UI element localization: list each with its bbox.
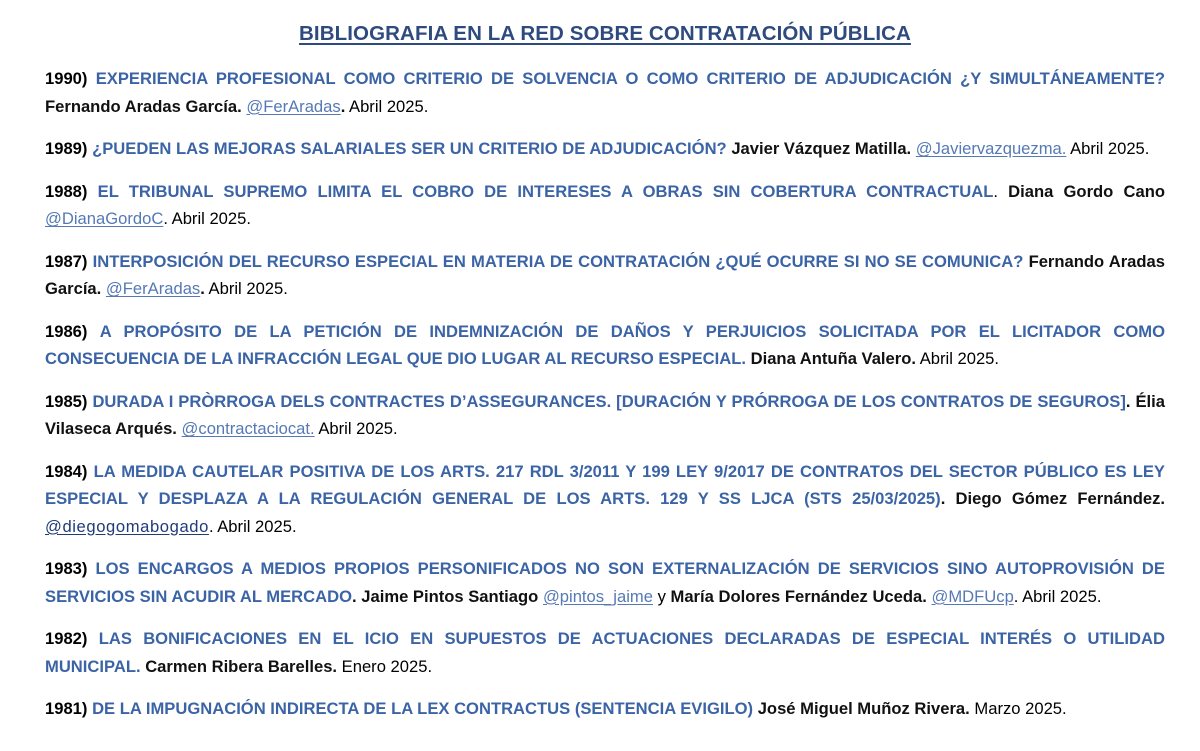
entry-number: 1985) [45,391,88,411]
list-item [45,388,1165,443]
list-item [45,555,1165,610]
list-item [45,318,1165,373]
entry-author: Diana Antuña Valero. [750,349,916,368]
author-handle-link[interactable]: @Javiervazquezma. [915,139,1067,158]
entry-date: Abril 2025. [318,419,398,438]
entry-separator: . [200,279,205,298]
entry-author: José Miguel Muñoz Rivera. [757,699,970,718]
entry-title-link[interactable]: EL TRIBUNAL SUPREMO LIMITA EL COBRO DE INTERESES A OBRAS SIN COBERTURA CONTRACTUAL [97,181,994,201]
entry-separator: . [163,209,168,228]
entry-number: 1986) [45,321,88,341]
entry-date: Abril 2025. [349,96,429,116]
entry-title-link[interactable]: ¿PUEDEN LAS MEJORAS SALARIALES SER UN CRITERIO DE ADJUDICACIÓN? [92,139,727,158]
author-handle-link[interactable]: @diegogomabogado [45,516,209,536]
author-handle-link[interactable]: @pintos_jaime [542,586,653,606]
entry-title-link[interactable]: DURADA I PRÒRROGA DELS CONTRACTES D’ASSEGURANCES. [DURACIÓN Y PRÓRROGA DE LOS CONTRATOS DE SEGUROS] [92,391,1126,411]
entry-number: 1981) [45,699,88,718]
entry-date: Abril 2025. [1070,139,1150,158]
list-item [45,458,1165,541]
entry-title-link[interactable]: LOS ENCARGOS A MEDIOS PROPIOS PERSONIFICADOS NO SON EXTERNALIZACIÓN DE SERVICIOS SINO AUTOPROVISIÓN DE SERVICIOS SIN ACUDIR AL MERCADO [45,559,1165,606]
list-item [45,178,1165,233]
entry-separator: . [340,96,346,116]
entry-number: 1987) [45,251,88,271]
entry-author: . Diego Gómez Fernández. [940,489,1165,508]
entry-date: Abril 2025. [171,209,251,228]
list-item [45,695,1165,723]
author-handle-link[interactable]: @FerAradas [105,279,201,298]
conjunction-text: y [657,586,666,606]
entry-number: 1989) [45,139,88,158]
entry-title-link[interactable]: INTERPOSICIÓN DEL RECURSO ESPECIAL EN MATERIA DE CONTRATACIÓN ¿QUÉ OCURRE SI NO SE COMUNICA? [92,251,1024,271]
entry-author: María Dolores Fernández Uceda. [670,586,927,606]
entry-author: Diana Gordo Cano [1008,181,1165,201]
entry-number: 1990) [45,69,88,88]
entry-date: Marzo 2025. [974,699,1067,718]
author-handle-link[interactable]: @contractaciocat. [181,419,315,438]
entry-title-link[interactable]: LA MEDIDA CAUTELAR POSITIVA DE LOS ARTS. 217 RDL 3/2011 Y 199 LEY 9/2017 DE CONTRATOS DEL SECTOR PÚBLICO ES LEY ESPECIAL Y DESPLAZA A LA REGULACIÓN GENERAL DE LOS ARTS. 129 Y SS LJCA (STS 25/03/2025) [45,461,1165,508]
entry-date: Abril 2025. [919,349,1000,368]
entry-title-link[interactable]: LAS BONIFICACIONES EN EL ICIO EN SUPUESTOS DE ACTUACIONES DECLARADAS DE ESPECIAL INTERÉS O UTILIDAD MUNICIPAL. [45,629,1165,676]
list-item [45,248,1165,303]
entry-number: 1988) [45,181,88,201]
entry-author: Fernando Aradas García. [45,96,242,116]
entry-author: Fernando Aradas García. [45,251,1165,298]
entry-date: Enero 2025. [341,656,433,676]
author-handle-link[interactable]: @MDFUcp [931,586,1014,606]
entry-title-link[interactable]: DE LA IMPUGNACIÓN INDIRECTA DE LA LEX CONTRACTUS (SENTENCIA EVIGILO) [92,699,754,718]
list-item [45,625,1165,680]
author-handle-link[interactable]: @FerAradas [246,96,341,116]
page-title: BIBLIOGRAFIA EN LA RED SOBRE CONTRATACIÓN PÚBLICA [299,22,911,45]
entry-date: Abril 2025. [208,279,288,298]
entry-separator: . [993,181,998,201]
entry-date: . Abril 2025. [208,516,297,536]
entry-title-link[interactable]: EXPERIENCIA PROFESIONAL COMO CRITERIO DE SOLVENCIA O COMO CRITERIO DE ADJUDICACIÓN ¿Y SIMULTÁNEAMENTE? [95,69,1165,88]
entry-author: Javier Vázquez Matilla. [731,139,912,158]
list-item [45,65,1165,120]
list-item [45,135,1165,163]
bibliography-list [45,65,1165,723]
entry-author: . Jaime Pintos Santiago [352,586,539,606]
entry-number: 1984) [45,461,88,481]
entry-number: 1983) [45,559,88,578]
entry-date: . Abril 2025. [1013,586,1102,606]
entry-author: . Élia Vilaseca Arqués. [45,391,1165,438]
entry-title-link[interactable]: A PROPÓSITO DE LA PETICIÓN DE INDEMNIZACIÓN DE DAÑOS Y PERJUICIOS SOLICITADA POR EL LICITADOR COMO CONSECUENCIA DE LA INFRACCIÓN LEGAL QUE DIO LUGAR AL RECURSO ESPECIAL. [45,321,1165,368]
entry-author: Carmen Ribera Barelles. [145,656,338,676]
entry-number: 1982) [45,629,88,648]
author-handle-link[interactable]: @DianaGordoC [45,209,164,228]
